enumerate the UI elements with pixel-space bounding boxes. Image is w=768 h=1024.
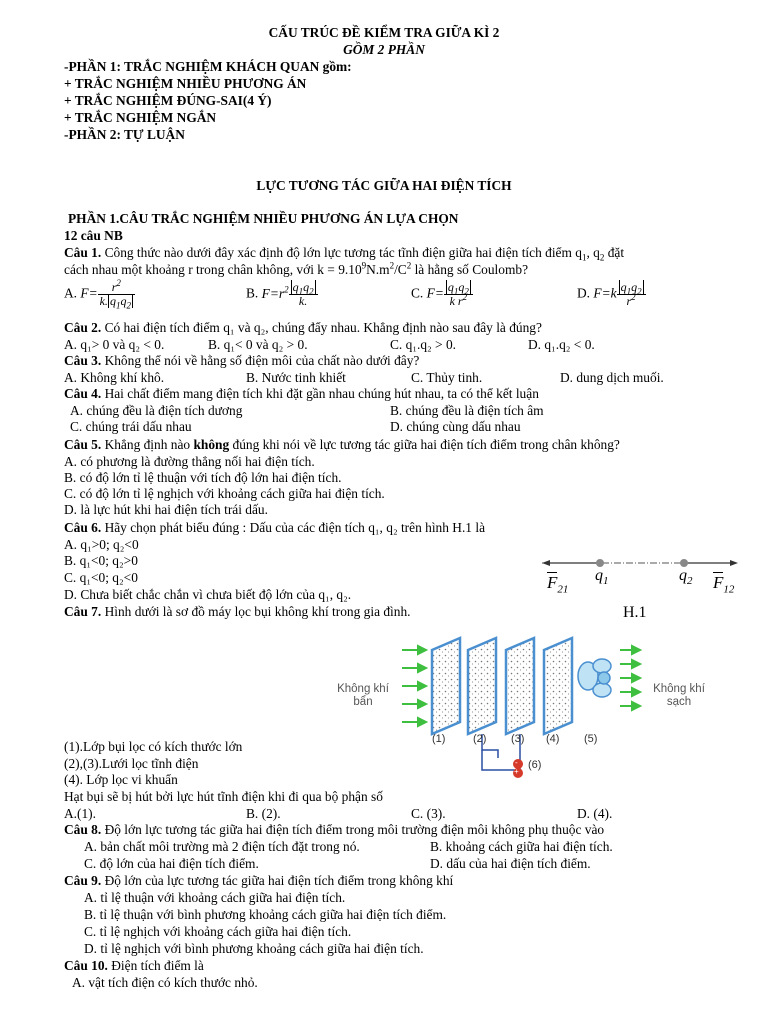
q6-option-b[interactable]: B. q₁<0; q₂>0 <box>64 553 138 568</box>
question-1: Câu 1. Công thức nào dưới đây xác định độ lớn lực tương tác tĩnh điện giữa hai điện tích điểm $q_1$, $q_2$ đặt <box>64 245 625 263</box>
part-line: -PHẦN 2: TỰ LUẬN <box>64 127 185 142</box>
filter-4 <box>544 638 572 734</box>
q5-option-c[interactable]: C. có độ lớn tỉ lệ nghịch với khoảng cách giữa hai điện tích. <box>64 486 385 501</box>
q1-label: $q_1$ <box>595 567 609 588</box>
part-line: + TRẮC NGHIỆM NGẮN <box>64 110 217 125</box>
q5-option-d[interactable]: D. là lực hút khi hai điện tích trái dấu. <box>64 502 268 517</box>
q7-option-d[interactable]: D. (4). <box>577 806 613 821</box>
f21-label: $F_{21}$ <box>547 573 569 596</box>
question-9: Câu 9. Độ lớn của lực tương tác giữa hai điện tích điểm trong không khí <box>64 873 454 888</box>
q2-charge-dot <box>680 559 688 567</box>
part-line: -PHẦN 1: TRẮC NGHIỆM KHÁCH QUAN gồm: <box>64 59 352 74</box>
q7-part-1: (1).Lớp bụi lọc có kích thước lớn <box>64 739 243 754</box>
q1-option-a[interactable]: A. F= $\frac{r^2}{k. q_1q_2}$ <box>64 281 135 308</box>
doc-title: CẤU TRÚC ĐỀ KIỂM TRA GIỮA KÌ 2 <box>268 25 500 40</box>
fan-5 <box>578 659 611 697</box>
f21-arrowhead <box>542 560 550 566</box>
label-5: (5) <box>584 733 598 745</box>
q1-option-c[interactable]: C. F= $\frac{q_1q_2}{k r^2}$ <box>411 281 473 308</box>
f12-arrowhead <box>730 560 738 566</box>
label-3: (3) <box>511 733 525 745</box>
q6-option-a[interactable]: A. q₁>0; q₂<0 <box>64 537 139 552</box>
question-4: Câu 4. Hai chất điểm mang điện tích khi đặt gần nhau chúng hút nhau, ta có thể kết luận <box>64 386 539 401</box>
q8-option-a[interactable]: A. bản chất môi trường mà 2 điện tích đặt trong nó. <box>84 839 360 854</box>
part-line: + TRẮC NGHIỆM NHIỀU PHƯƠNG ÁN <box>64 76 307 91</box>
q7-option-a[interactable]: A.(1). <box>64 806 96 821</box>
question-8: Câu 8. Độ lớn lực tương tác giữa hai điện tích điểm trong môi trường điện môi không phụ thuộc vào <box>64 822 605 837</box>
q2-option-a[interactable]: A. q₁> 0 và q₂ < 0. <box>64 337 165 352</box>
part-line: + TRẮC NGHIỆM ĐÚNG-SAI(4 Ý) <box>64 93 272 108</box>
q9-option-c[interactable]: C. tỉ lệ nghịch với khoảng cách giữa hai điện tích. <box>84 924 352 939</box>
q8-option-d[interactable]: D. dấu của hai điện tích điểm. <box>430 856 591 871</box>
question-10: Câu 10. Điện tích điểm là <box>64 958 204 973</box>
q5-option-a[interactable]: A. có phương là đường thẳng nối hai điện tích. <box>64 454 315 469</box>
clean-air-label: Không khí sạch <box>653 683 705 708</box>
q5-option-b[interactable]: B. có độ lớn tỉ lệ thuận với tích độ lớn hai điện tích. <box>64 470 342 485</box>
q9-option-d[interactable]: D. tỉ lệ nghịch với bình phương khoảng cách giữa hai điện tích. <box>84 941 424 956</box>
doc-subtitle: GỒM 2 PHẦN <box>343 42 425 57</box>
label-1: (1) <box>432 733 446 745</box>
topic-heading: LỰC TƯƠNG TÁC GIỮA HAI ĐIỆN TÍCH <box>256 178 512 193</box>
q4-option-a[interactable]: A. chúng đều là điện tích dương <box>70 403 243 418</box>
q1-option-d[interactable]: D. F=k $\frac{q_1q_2}{r^2}$ <box>577 281 646 308</box>
dirty-air-label: Không khí bẩn <box>337 683 389 708</box>
question-1-line2: cách nhau một khoảng r trong chân không, với $k = 9.10^9N.m^2/C^2$ là hằng số Coulomb? <box>64 260 529 277</box>
q4-option-b[interactable]: B. chúng đều là điện tích âm <box>390 403 544 418</box>
filter-2 <box>468 638 496 734</box>
q2-option-b[interactable]: B. q₁< 0 và q₂ > 0. <box>208 337 308 352</box>
q3-option-c[interactable]: C. Thủy tinh. <box>411 370 483 385</box>
label-2: (2) <box>473 733 487 745</box>
q3-option-b[interactable]: B. Nước tinh khiết <box>246 370 346 385</box>
question-6: Câu 6. Hãy chọn phát biểu đúng : Dấu của các điện tích q₁, q₂ trên hình H.1 là <box>64 520 486 535</box>
q8-option-b[interactable]: B. khoảng cách giữa hai điện tích. <box>430 839 613 854</box>
q2-option-d[interactable]: D. q₁.q₂ < 0. <box>528 337 595 352</box>
q2-label: $q_2$ <box>679 567 693 588</box>
question-2: Câu 2. Có hai điện tích điểm q₁ và q₂, chúng đẩy nhau. Khẳng định nào sau đây là đúng? <box>64 320 542 335</box>
label-6: (6) <box>528 759 542 771</box>
plus-sign: + <box>514 767 519 776</box>
f12-label: $F_{12}$ <box>713 573 735 596</box>
q9-option-a[interactable]: A. tỉ lệ thuận với khoảng cách giữa hai điện tích. <box>84 890 346 905</box>
q4-option-c[interactable]: C. chúng trái dấu nhau <box>70 419 192 434</box>
q3-option-d[interactable]: D. dung dịch muối. <box>560 370 664 385</box>
q10-option-a[interactable]: A. vật tích điện có kích thước nhỏ. <box>72 975 258 990</box>
q8-option-c[interactable]: C. độ lớn của hai điện tích điểm. <box>84 856 259 871</box>
q4-option-d[interactable]: D. chúng cùng dấu nhau <box>390 419 521 434</box>
figure-caption: H.1 <box>623 604 647 621</box>
section-count: 12 câu NB <box>64 228 123 243</box>
q1-option-b[interactable]: B. $F=r^2$ $\frac{q_1q_2}{k.}$ <box>246 281 318 308</box>
filter-1 <box>432 638 460 734</box>
question-7: Câu 7. Hình dưới là sơ đồ máy lọc bụi không khí trong gia đình. <box>64 604 411 619</box>
question-3: Câu 3. Không thể nói về hằng số điện môi của chất nào dưới đây? <box>64 353 420 368</box>
q7-part-3: (4). Lớp lọc vi khuẩn <box>64 772 178 787</box>
question-5: Câu 5. Khẳng định nào không đúng khi nói về lực tương tác giữa hai điện tích điểm trong chân không? <box>64 437 620 452</box>
filter-3 <box>506 638 534 734</box>
q7-option-b[interactable]: B. (2). <box>246 806 281 821</box>
q2-option-c[interactable]: C. q₁.q₂ > 0. <box>390 337 456 352</box>
label-4: (4) <box>546 733 560 745</box>
q3-option-a[interactable]: A. Không khí khô. <box>64 370 165 385</box>
section-title: PHẦN 1.CÂU TRẮC NGHIỆM NHIỀU PHƯƠNG ÁN LỰA CHỌN <box>68 211 459 226</box>
q7-question: Hạt bụi sẽ bị hút bởi lực hút tĩnh điện khi đi qua bộ phận số <box>64 789 383 804</box>
q6-option-c[interactable]: C. q₁<0; q₂<0 <box>64 570 138 585</box>
q6-option-d[interactable]: D. Chưa biết chắc chắn vì chưa biết độ lớn của q₁, q₂. <box>64 587 352 602</box>
q1-charge-dot <box>596 559 604 567</box>
minus-sign: - <box>515 758 518 767</box>
q9-option-b[interactable]: B. tỉ lệ thuận với bình phương khoảng cách giữa hai điện tích điểm. <box>84 907 447 922</box>
q7-option-c[interactable]: C. (3). <box>411 806 446 821</box>
q7-part-2: (2),(3).Lưới lọc tĩnh điện <box>64 756 199 771</box>
